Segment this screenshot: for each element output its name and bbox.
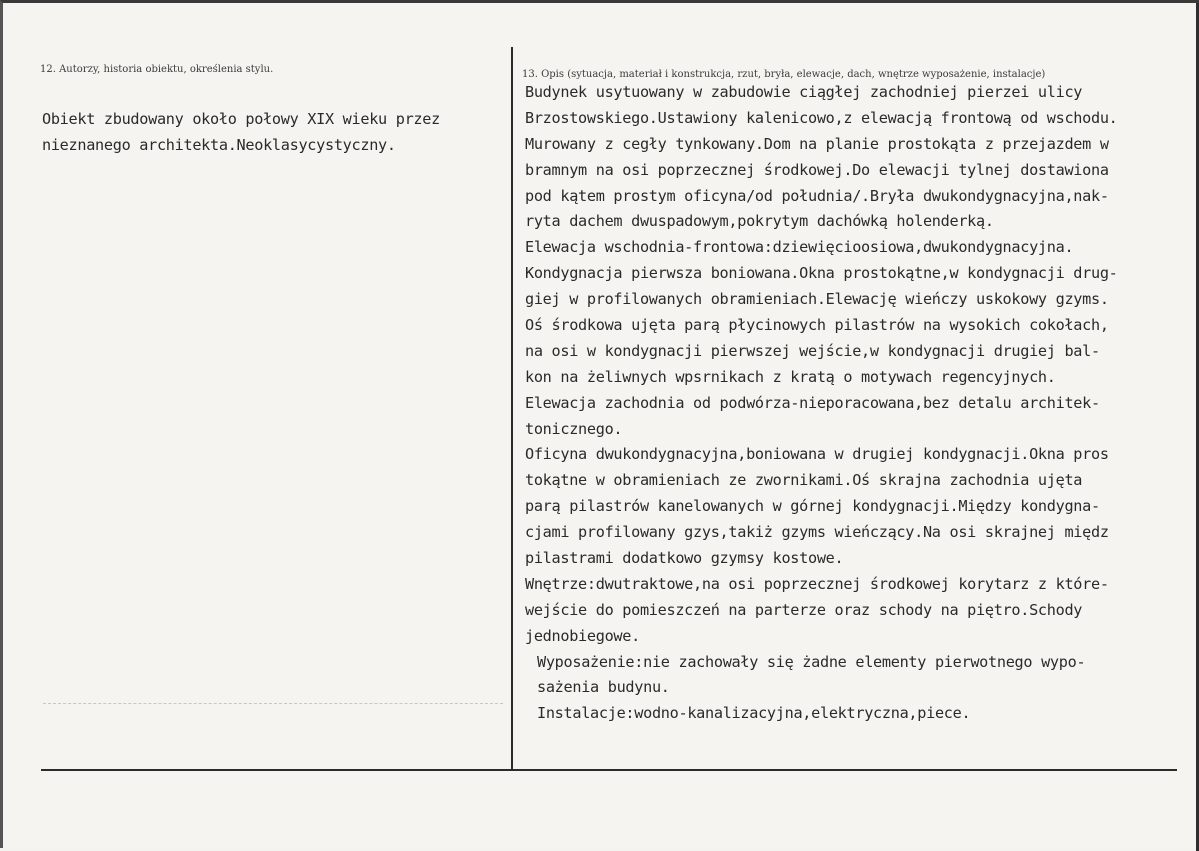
text-line: ryta dachem dwuspadowym,pokrytym dachówką holenderką. (525, 212, 994, 231)
text-line: tonicznego. (525, 419, 623, 438)
section-13-label: 13. Opis (sytuacja, materiał i konstrukcja, rzut, bryła, elewacje, dach, wnętrze wyposażenie, instalacje) (522, 69, 1046, 80)
text-line: giej w profilowanych obramieniach.Elewację wieńczy uskokowy gzyms. (525, 290, 1109, 309)
text-line: kon na żeliwnych wpsrnikach z kratą o motywach regencyjnych. (525, 367, 1056, 386)
bottom-rule (41, 769, 1177, 771)
text-line: tokątne w obramieniach ze zwornikami.Oś skrajna zachodnia ujęta (525, 471, 1083, 490)
text-line: wejście do pomieszczeń na parterze oraz schody na piętro.Schody (525, 600, 1083, 619)
text-line: jednobiegowe. (525, 626, 640, 645)
text-line: Elewacja zachodnia od podwórza-nieporacowana,bez detalu architek- (525, 393, 1100, 412)
text-line: Instalacje:wodno-kanalizacyjna,elektryczna,piece. (537, 704, 971, 723)
text-line: Oś środkowa ujęta parą płycinowych pilastrów na wysokich cokołach, (525, 316, 1109, 335)
section-12-label: 12. Autorzy, historia obiektu, określenia stylu. (40, 64, 274, 75)
text-line: pod kątem prostym oficyna/od południa/.Bryła dwukondygnacyjna,nak- (525, 186, 1109, 205)
text-line: cjami profilowany gzys,takiż gzyms wieńczący.Na osi skrajnej międz (525, 523, 1109, 542)
text-line: Budynek usytuowany w zabudowie ciągłej zachodniej pierzei ulicy (525, 83, 1083, 101)
text-line: bramnym na osi poprzecznej środkowej.Do elewacji tylnej dostawiona (525, 160, 1109, 179)
text-line: Murowany z cegły tynkowany.Dom na planie prostokąta z przejazdem w (525, 134, 1109, 153)
text-line: parą pilastrów kanelowanych w górnej kondygnacji.Między kondygna- (525, 497, 1100, 516)
text-line: Oficyna dwukondygnacyjna,boniowana w drugiej kondygnacji.Okna pros (525, 445, 1109, 464)
text-line: Elewacja wschodnia-frontowa:dziewięcioosiowa,dwukondygnacyjna. (525, 238, 1074, 257)
faint-rule (43, 703, 503, 704)
text-line: Obiekt zbudowany około połowy XIX wieku przez (42, 110, 440, 128)
text-line: Wnętrze:dwutraktowe,na osi poprzecznej środkowej korytarz z które- (525, 574, 1109, 593)
section-12-text (42, 107, 507, 159)
text-line: Wyposażenie:nie zachowały się żadne elementy pierwotnego wypo- (537, 652, 1086, 671)
column-divider (511, 47, 513, 769)
text-line: Brzostowskiego.Ustawiony kalenicowo,z elewacją frontową od wschodu. (525, 108, 1118, 127)
text-line: Kondygnacja pierwsza boniowana.Okna prostokątne,w kondygnacji drug- (525, 264, 1118, 283)
text-line: sażenia budynu. (537, 678, 670, 697)
section-13-text (525, 80, 1199, 727)
text-line: nieznanego architekta.Neoklasycystyczny. (42, 135, 396, 154)
text-line: pilastrami dodatkowo gzymsy kostowe. (525, 549, 844, 568)
text-line: na osi w kondygnacji pierwszej wejście,w kondygnacji drugiej bal- (525, 341, 1100, 360)
